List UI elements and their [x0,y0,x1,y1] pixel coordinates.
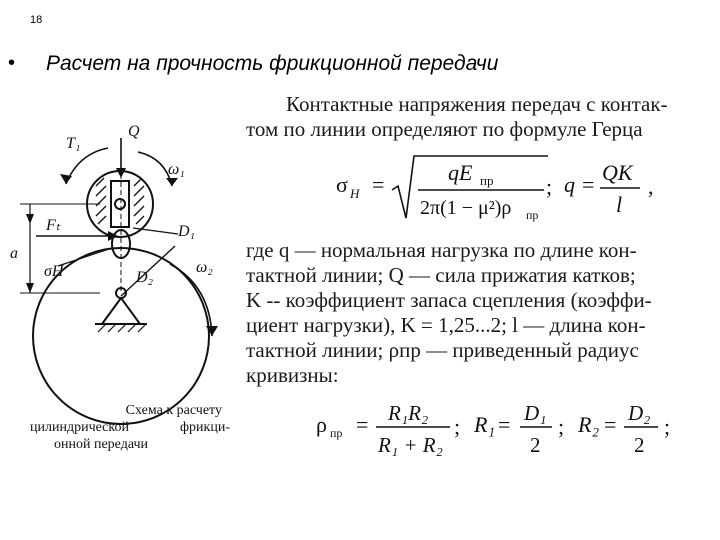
equals-sign: = [356,412,369,437]
label-q: Q [128,123,140,140]
label-d1: D₁ [178,223,196,240]
caption-line: Схема к расчету [125,403,222,418]
semicolon: ; [546,174,553,199]
comma: , [648,174,654,199]
equals-sign: = [604,412,617,437]
paragraph-line: Контактные напряжения передач с контак- [286,92,668,116]
shaft-slider [111,181,129,227]
slide-number: 18 [30,14,43,26]
r1-numerator: D₁ [524,401,547,425]
label-d2: D₂ [136,269,154,286]
separator: ; [664,414,671,439]
label-sigma-h: σH [44,263,64,280]
page-title: Расчет на прочность фрикционной передачи [46,52,499,75]
paragraph-line: циент нагрузки), K = 1,25...2; l — длина кон- [246,313,646,337]
r2-symbol: R₂ [578,412,600,437]
numerator-subscript: пр [480,173,494,188]
r2-numerator: D₂ [628,401,651,425]
hertz-formula [330,148,710,228]
title-bullet: • [8,52,16,74]
q-symbol: q [564,172,575,197]
equals-sign: = [582,172,595,197]
label-t1: T₁ [66,135,81,152]
sigma-symbol: σ [336,172,348,197]
paragraph-line: где q — нормальная нагрузка по длине кон- [246,238,637,262]
equals-sign: = [372,172,385,197]
definitions-paragraph [246,238,712,388]
paragraph-line: том по линии определяют по формуле Герца [246,117,643,141]
intro-paragraph [246,92,712,142]
rho-numerator: R₁R₂ [388,401,429,425]
rho-symbol: ρ [316,412,327,437]
caption-line: цилиндрической фрикци- [30,420,230,435]
separator: ; [558,414,565,439]
paragraph-line: K -- коэффициент запаса сцепления (коэффи- [246,288,652,312]
denominator: 2π(1 − μ²)ρ [420,197,512,219]
label-omega2: ω₂ [196,259,213,276]
figure-caption [30,402,230,453]
paragraph-line: тактной линии; Q — сила прижатия катков; [246,263,636,287]
q-denominator: l [616,192,623,217]
rho-denominator: R₁ + R₂ [378,433,443,457]
label-a: a [10,245,18,262]
bearing-hatch [96,178,144,224]
paragraph-line: тактной линии; ρпр — приведенный радиус [246,338,639,362]
caption-line: онной передачи [54,437,149,452]
label-omega1: ω₁ [168,161,185,178]
label-ft: Fₜ [46,217,61,234]
q-numerator: QK [602,160,633,185]
driver-axis [115,199,125,209]
radius-formula [312,394,712,462]
paragraph-line: кривизны: [246,363,339,387]
rho-subscript: пр [330,426,343,440]
r1-symbol: R₁ [474,412,496,437]
sigma-subscript: H [350,186,360,201]
denominator-subscript: пр [526,208,539,222]
torque-t1-arrow [66,148,108,184]
r2-denominator: 2 [634,433,645,457]
numerator: qE [448,160,473,185]
separator: ; [454,414,461,439]
equals-sign: = [498,412,511,437]
r1-denominator: 2 [530,433,541,457]
